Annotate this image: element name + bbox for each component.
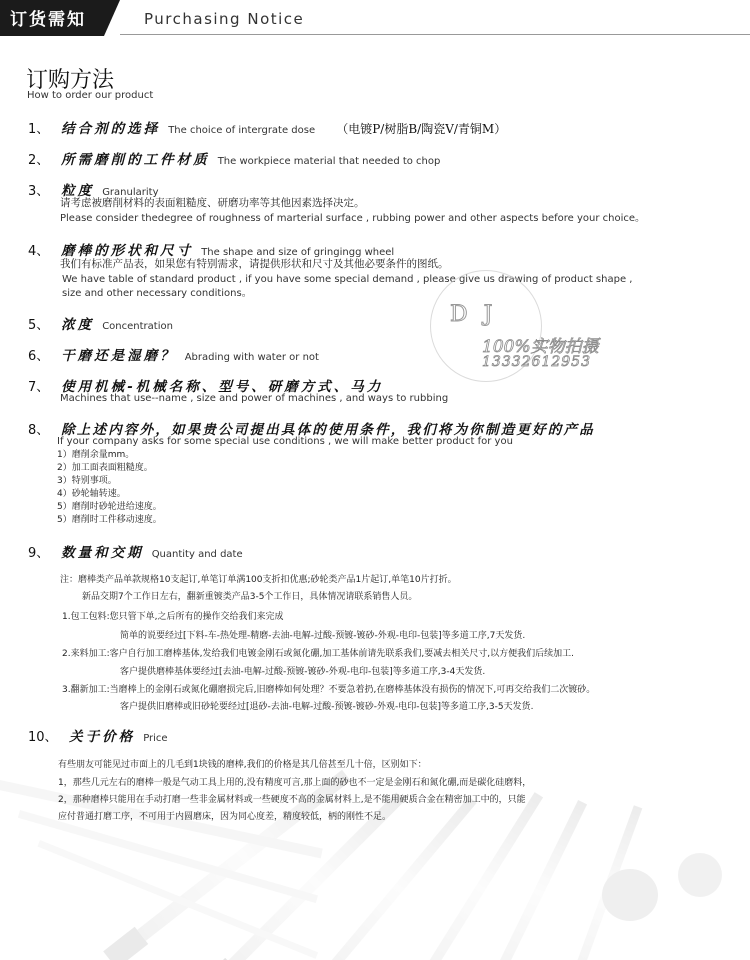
watermark-phone: 13332612953 bbox=[482, 354, 591, 370]
process-2-title: 2.来料加工:客户自行加工磨棒基体,发给我们电镀金刚石或氮化硼,加工基体前请先联系我们,要减去相关尺寸,以方便我们后续加工. bbox=[62, 649, 574, 659]
header-title-cn: 订货需知 bbox=[10, 10, 86, 30]
item-title-cn: 关于价格 bbox=[69, 729, 136, 745]
item-number: 10、 bbox=[28, 730, 58, 745]
item-title-cn: 使用机械-机械名称、型号、研磨方式、马力 bbox=[61, 379, 384, 395]
item-number: 8、 bbox=[28, 423, 50, 438]
item-title-en: Price bbox=[143, 733, 168, 744]
watermark-text: 100%实物拍摄 bbox=[482, 337, 599, 357]
item-8-line-5: 4）砂轮轴转速。 bbox=[57, 489, 126, 499]
item-title-en: Concentration bbox=[102, 321, 173, 332]
item-8-line-6: 5）磨削时砂轮进给速度。 bbox=[57, 502, 162, 512]
item-4 bbox=[28, 239, 730, 259]
item-title-cn: 数量和交期 bbox=[61, 545, 144, 561]
item-4-line-1: 我们有标准产品表，如果您有特别需求，请提供形状和尺寸及其他必要条件的图纸。 bbox=[60, 258, 449, 270]
item-title-cn: 除上述内容外，如果贵公司提出具体的使用条件，我们将为你制造更好的产品 bbox=[61, 422, 595, 438]
item-title-en: The shape and size of gringingg wheel bbox=[201, 247, 395, 258]
watermark-logo: DJ bbox=[450, 302, 509, 327]
item-number: 9、 bbox=[28, 546, 50, 561]
header-title-en: Purchasing Notice bbox=[144, 10, 305, 28]
item-8-line-2: 1）磨削余量mm。 bbox=[57, 450, 135, 460]
item-5 bbox=[28, 313, 730, 333]
item-title-cn: 结合剂的选择 bbox=[61, 121, 161, 137]
item-number: 7、 bbox=[28, 380, 50, 395]
price-line-3: 2，那种磨棒只能用在手动打磨一些非金属材料或一些硬度不高的金属材料上,是不能用硬质合金在精密加工中的，只能 bbox=[58, 795, 526, 805]
process-1-title: 1.包工包料:您只管下单,之后所有的操作交给我们来完成 bbox=[62, 612, 284, 622]
item-9 bbox=[28, 541, 730, 561]
process-1-detail: 简单的说要经过[下料-车-热处理-精磨-去油-电解-过酸-预镀-镀砂-外观-电印-包装]等多道工序,7天发货. bbox=[120, 631, 526, 641]
item-8-line-1: If your company asks for some special use conditions , we will make better product for you bbox=[57, 436, 513, 447]
price-line-4: 应付普通打磨工序，不可用于内圆磨床，因为同心度差，精度较低，柄的刚性不足。 bbox=[58, 812, 392, 822]
item-title-extra: （电镀P/树脂B/陶瓷V/青铜M） bbox=[336, 122, 507, 136]
item-7-line-1: Machines that use--name , size and power of machines , and ways to rubbing bbox=[60, 393, 449, 404]
item-title-en: The workpiece material that needed to chop bbox=[217, 156, 441, 167]
item-6 bbox=[28, 344, 730, 364]
item-8-line-3: 2）加工面表面粗糙度。 bbox=[57, 463, 153, 473]
item-title-cn: 粒度 bbox=[61, 183, 95, 199]
header-divider bbox=[120, 34, 750, 35]
item-number: 2、 bbox=[28, 153, 50, 168]
item-number: 6、 bbox=[28, 349, 50, 364]
item-number: 5、 bbox=[28, 318, 50, 333]
price-line-2: 1，那些几元左右的磨棒一般是气动工具上用的,没有精度可言,那上面的砂也不一定是金刚石和氮化硼,而是碳化硅磨料， bbox=[58, 778, 532, 788]
item-3-line-1: 请考虑被磨削材料的表面粗糙度、研磨功率等其他因素选择决定。 bbox=[60, 197, 365, 209]
item-number: 3、 bbox=[28, 184, 50, 199]
item-1 bbox=[28, 117, 730, 137]
price-line-1: 有些朋友可能见过市面上的几毛到1块钱的磨棒,我们的价格是其几倍甚至几十倍，区别如下： bbox=[58, 760, 427, 770]
item-title-en: Abrading with water or not bbox=[184, 352, 319, 363]
item-number: 4、 bbox=[28, 244, 50, 259]
item-title-en: Quantity and date bbox=[151, 549, 243, 560]
section-subtitle: How to order our product bbox=[27, 90, 154, 101]
process-2-detail: 客户提供磨棒基体要经过[去油-电解-过酸-预镀-镀砂-外观-电印-包装]等多道工序,3-4天发货. bbox=[120, 667, 486, 677]
item-title-cn: 所需磨削的工件材质 bbox=[61, 152, 210, 168]
note-2: 新品交期7个工作日左右，翻新重镀类产品3-5个工作日，具体情况请联系销售人员。 bbox=[82, 592, 418, 602]
item-title-cn: 干磨还是湿磨？ bbox=[61, 348, 177, 364]
item-title-en: The choice of intergrate dose bbox=[168, 125, 316, 136]
process-3-title: 3.翻新加工:当磨棒上的金刚石或氮化硼磨损完后,旧磨棒如何处理？不要急着扔,在磨棒基体没有损伤的情况下,可再交给我们二次镀砂。 bbox=[62, 685, 596, 695]
item-title-cn: 磨棒的形状和尺寸 bbox=[61, 243, 194, 259]
item-4-line-2: We have table of standard product , if you have some special demand , please give us drawing of product shape , bbox=[62, 274, 633, 285]
item-title-cn: 浓度 bbox=[61, 317, 95, 333]
item-8-line-7: 5）磨削时工件移动速度。 bbox=[57, 515, 162, 525]
process-3-detail: 客户提供旧磨棒或旧砂轮要经过[退砂-去油-电解-过酸-预镀-镀砂-外观-电印-包装]等多道工序,3-5天发货. bbox=[120, 702, 534, 712]
grinding-bits-background bbox=[0, 720, 750, 960]
item-3-line-2: Please consider thedegree of roughness of marterial surface , rubbing power and other aspects before your choice。 bbox=[60, 213, 646, 224]
item-10 bbox=[28, 725, 730, 745]
section-title: 订购方法 bbox=[26, 68, 115, 93]
item-8-line-4: 3）特别事项。 bbox=[57, 476, 117, 486]
item-3 bbox=[28, 179, 730, 199]
bit-head bbox=[602, 869, 658, 921]
item-4-line-3: size and other necessary conditions。 bbox=[62, 288, 252, 299]
header-bar bbox=[0, 0, 750, 36]
item-title-en: Granularity bbox=[102, 187, 159, 198]
item-2 bbox=[28, 148, 730, 168]
item-number: 1、 bbox=[28, 122, 50, 137]
note-1: 注：磨棒类产品单款规格10支起订,单笔订单满100支折扣优惠;砂轮类产品1片起订,单笔10片打折。 bbox=[60, 575, 457, 585]
